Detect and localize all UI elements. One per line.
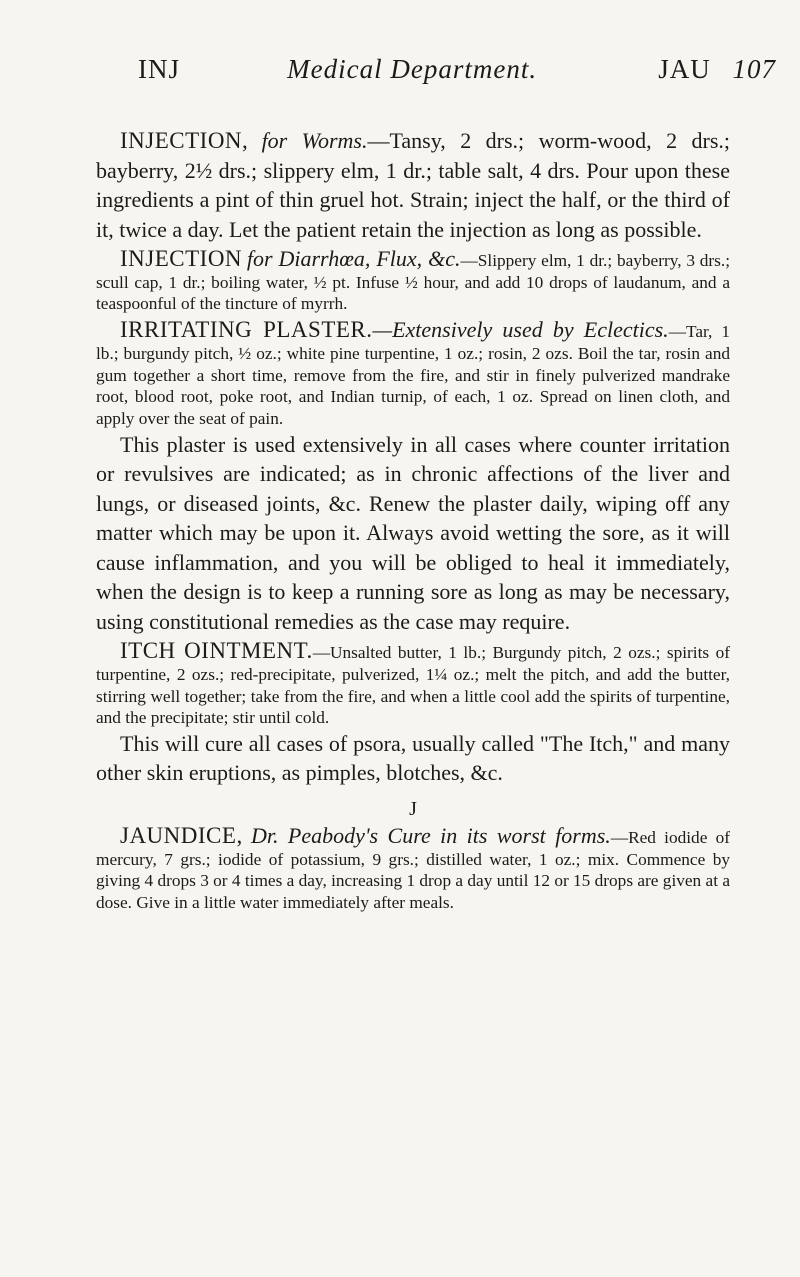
- entry-subtitle: for Worms.: [261, 128, 368, 153]
- entry-subtitle: Dr. Peabody's Cure in its worst forms.: [250, 822, 611, 848]
- header-right-group: [644, 54, 776, 85]
- entry-note-itch: This will cure all cases of psora, usually called "The Itch," and many other skin eruptions, as pimples, blotches, &c.: [96, 730, 730, 786]
- entry-title: INJECTION: [120, 246, 243, 271]
- page-body: [96, 126, 730, 914]
- entry-title: INJECTION,: [120, 128, 249, 153]
- entry-text: —Red iodide of mercury, 7 grs.; iodide of potassium, 9 grs.; distilled water, 1 oz.; mix. Commence by giving 4 drops 3 or 4 times a day, increasing 1 drop a day until 12 or 15 drops are given at a dose. Give in a little water immediately after meals.: [96, 827, 730, 913]
- entry-jaundice: [96, 822, 730, 914]
- header-left: INJ: [138, 54, 180, 84]
- entry-title: IRRITATING PLASTER.: [120, 317, 373, 343]
- entry-title: JAUNDICE,: [120, 822, 243, 848]
- section-letter: J: [409, 797, 417, 820]
- page-number: 107: [732, 54, 776, 84]
- entry-text: —Unsalted butter, 1 lb.; Burgundy pitch, 2 ozs.; spirits of turpentine, 2 ozs.; red-precipitate, pulverized, 1¼ oz.; melt the pitch, and add the butter, stirring well together; take from the fire, and when a little cool add the spirits of turpentine, and the precipitate; stir until cold.: [96, 643, 730, 728]
- entry-title: ITCH OINTMENT.: [120, 638, 313, 664]
- entry-note-plaster: This plaster is used extensively in all cases where counter irritation or revulsives are indicated; as in chronic affections of the liver and lungs, or diseased joints, &c. Renew the plaster daily, wiping off any matter which may be upon it. Always avoid wetting the sore, as it will cause inflammation, and you will be obliged to heal it immediately, when the design is to keep a running sore as long as may be necessary, using constitutional remedies as the case may require.: [96, 431, 730, 634]
- running-head: [138, 54, 776, 85]
- entry-text: —Tar, 1 lb.; burgundy pitch, ½ oz.; white pine turpentine, 1 oz.; rosin, 2 ozs. Boil the tar, rosin and gum together a short time, remove from the fire, and stir in finely pulverized mandrake root, blood root, poke root, and Indian turnip, of each, 1 oz. Spread on linen cloth, and apply over the seat of pain.: [96, 322, 730, 428]
- entry-injection-worms: [96, 126, 730, 244]
- header-right: JAU: [658, 54, 711, 84]
- header-center: Medical Department.: [287, 54, 538, 84]
- entry-irritating-plaster: [96, 319, 730, 430]
- entry-text: —Slippery elm, 1 dr.; bayberry, 3 drs.; scull cap, 1 dr.; boiling water, ½ pt. Infuse ½ hour, and add 10 drops of laudanum, and a teaspoonful of the tincture of myrrh.: [96, 251, 731, 314]
- entry-text: —Tansy, 2 drs.; worm-wood, 2 drs.; bayberry, 2½ drs.; slippery elm, 1 dr.; table salt, 4 drs. Pour upon these ingredients a pint of thin gruel hot. Strain; inject the half, or the third of it, twice a day. Let the patient retain the injection as long as possible.: [96, 128, 731, 242]
- entry-subtitle: —Extensively used by Eclectics.: [372, 317, 669, 343]
- entry-itch-ointment: [96, 640, 730, 729]
- entry-injection-diarrhoea: [96, 248, 730, 315]
- entry-subtitle: for Diarrhœa, Flux, &c.: [246, 246, 461, 271]
